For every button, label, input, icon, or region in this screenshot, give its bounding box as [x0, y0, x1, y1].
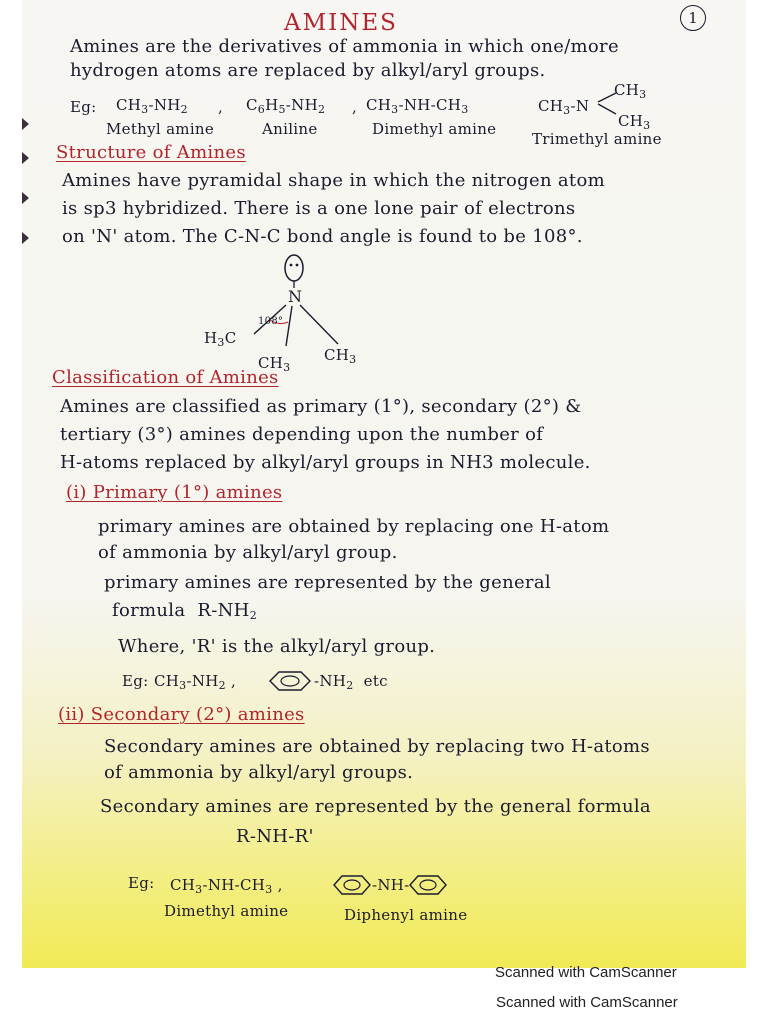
secondary-line: Secondary amines are obtained by replacing two H-atoms	[104, 736, 650, 757]
binder-ring-mark	[22, 192, 30, 206]
right-methyl-group: $CH_3$	[324, 346, 357, 366]
example-name: Methyl amine	[106, 120, 215, 138]
trimethyl-top-group: $CH_3$	[614, 81, 647, 101]
structure-heading: Structure of Amines	[56, 142, 246, 163]
primary-line: of ammonia by alkyl/aryl group.	[98, 542, 398, 563]
example-name: Aniline	[262, 120, 318, 138]
central-atom-label: N	[288, 287, 303, 306]
example-name: Dimethyl amine	[372, 120, 497, 138]
secondary-line: of ammonia by alkyl/aryl groups.	[104, 762, 414, 783]
primary-amines-heading: (i) Primary (1°) amines	[66, 482, 283, 503]
binder-ring-mark	[22, 118, 30, 132]
benzene-ring-icon	[406, 874, 450, 896]
primary-example-aniline: $-NH_2$ etc	[314, 672, 388, 692]
bond-angle-label: 108°	[258, 316, 284, 327]
example-formula: $CH_3-NH_2$	[116, 96, 188, 116]
structure-line: is sp3 hybridized. There is a one lone pair of electrons	[62, 198, 576, 219]
primary-examples-label: Eg:	[122, 672, 149, 690]
primary-line: primary amines are obtained by replacing one H-atom	[98, 516, 610, 537]
benzene-ring-icon	[330, 874, 374, 896]
notebook-page	[22, 0, 746, 968]
intro-line: Amines are the derivatives of ammonia in which one/more	[70, 36, 619, 57]
classification-line: Amines are classified as primary (1°), secondary (2°) &	[60, 396, 582, 417]
primary-line: primary amines are represented by the general	[104, 572, 551, 593]
left-methyl-group: $H_3C$	[204, 329, 237, 349]
camscanner-watermark: Scanned with CamScanner	[496, 994, 678, 1011]
classification-line: tertiary (3°) amines depending upon the number of	[60, 424, 544, 445]
trimethyl-bottom-group: $CH_3$	[618, 112, 651, 132]
classification-line: H-atoms replaced by alkyl/aryl groups in NH3 molecule.	[60, 452, 591, 473]
secondary-example-name: Diphenyl amine	[344, 906, 468, 924]
primary-example-methylamine: $CH_3-NH_2$ ,	[154, 672, 237, 692]
benzene-ring-icon	[266, 670, 314, 692]
lone-pair-orbital	[285, 255, 303, 281]
bond-bottom	[286, 306, 292, 346]
bottom-methyl-group: $CH_3$	[258, 354, 291, 374]
page-number: 1	[680, 5, 706, 31]
binder-ring-mark	[22, 232, 30, 246]
secondary-general-formula: R-NH-R'	[236, 826, 314, 847]
examples-label: Eg:	[70, 98, 97, 116]
secondary-line: Secondary amines are represented by the general formula	[100, 796, 651, 817]
secondary-examples-label: Eg:	[128, 874, 155, 892]
classification-heading: Classification of Amines	[52, 367, 279, 388]
secondary-amines-heading: (ii) Secondary (2°) amines	[58, 704, 305, 725]
example-formula: $CH_3-NH-CH_3$	[366, 96, 469, 116]
structure-line: on 'N' atom. The C-N-C bond angle is found to be 108°.	[62, 226, 583, 247]
intro-line: hydrogen atoms are replaced by alkyl/aryl groups.	[70, 60, 546, 81]
trimethyl-center: $CH_3-N$	[538, 97, 590, 117]
structure-line: Amines have pyramidal shape in which the nitrogen atom	[62, 170, 605, 191]
primary-general-formula: formula $R-NH_2$	[112, 600, 257, 622]
binder-ring-mark	[22, 152, 30, 166]
page-title: AMINES	[284, 10, 398, 36]
secondary-example-dimethylamine: $CH_3-NH-CH_3$ ,	[170, 876, 283, 896]
example-formula: $C_6H_5-NH_2$	[246, 96, 326, 116]
comma: ,	[352, 98, 358, 116]
example-name: Trimethyl amine	[532, 130, 662, 148]
camscanner-watermark: Scanned with CamScanner	[495, 964, 677, 981]
primary-line: Where, 'R' is the alkyl/aryl group.	[118, 636, 436, 657]
comma: ,	[218, 98, 224, 116]
diphenylamine-linker: -NH-	[372, 876, 410, 894]
bond-right	[300, 305, 338, 344]
secondary-example-name: Dimethyl amine	[164, 902, 289, 920]
